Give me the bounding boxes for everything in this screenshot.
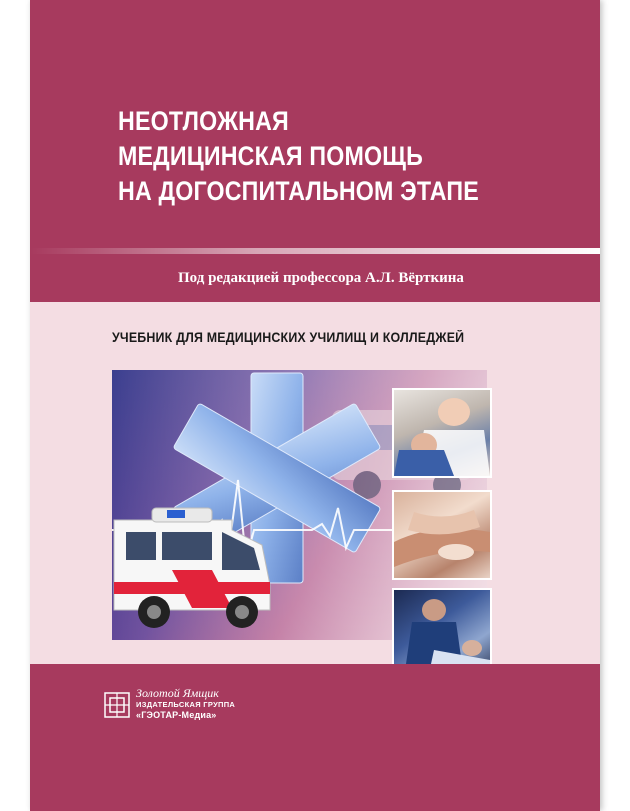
light-stripe bbox=[30, 248, 600, 254]
book-subtitle: УЧЕБНИК ДЛЯ МЕДИЦИНСКИХ УЧИЛИЩ И КОЛЛЕДЖЕЙ bbox=[112, 330, 465, 345]
book-cover bbox=[30, 0, 600, 811]
publisher-emblem-icon bbox=[104, 692, 130, 718]
book-title bbox=[118, 104, 514, 209]
photo-hands-image bbox=[394, 492, 490, 578]
photo-column bbox=[392, 388, 492, 680]
title-line-1: НЕОТЛОЖНАЯ bbox=[118, 106, 289, 136]
title-line-3: НА ДОГОСПИТАЛЬНОМ ЭТАПЕ bbox=[118, 176, 479, 206]
publisher-group-label: ИЗДАТЕЛЬСКАЯ ГРУППА bbox=[136, 700, 236, 709]
publisher-logo bbox=[104, 686, 274, 726]
photo-doctor-patient-image bbox=[394, 390, 490, 476]
publisher-name: «ГЭОТАР-Медиа» bbox=[136, 710, 217, 720]
photo-hands bbox=[392, 490, 492, 580]
publisher-script-logo: Золотой Ямщик bbox=[136, 686, 219, 700]
editor-credit: Под редакцией профессора А.Л. Вёрткина bbox=[178, 270, 464, 286]
photo-doctor-patient bbox=[392, 388, 492, 478]
title-line-2: МЕДИЦИНСКАЯ ПОМОЩЬ bbox=[118, 141, 423, 171]
